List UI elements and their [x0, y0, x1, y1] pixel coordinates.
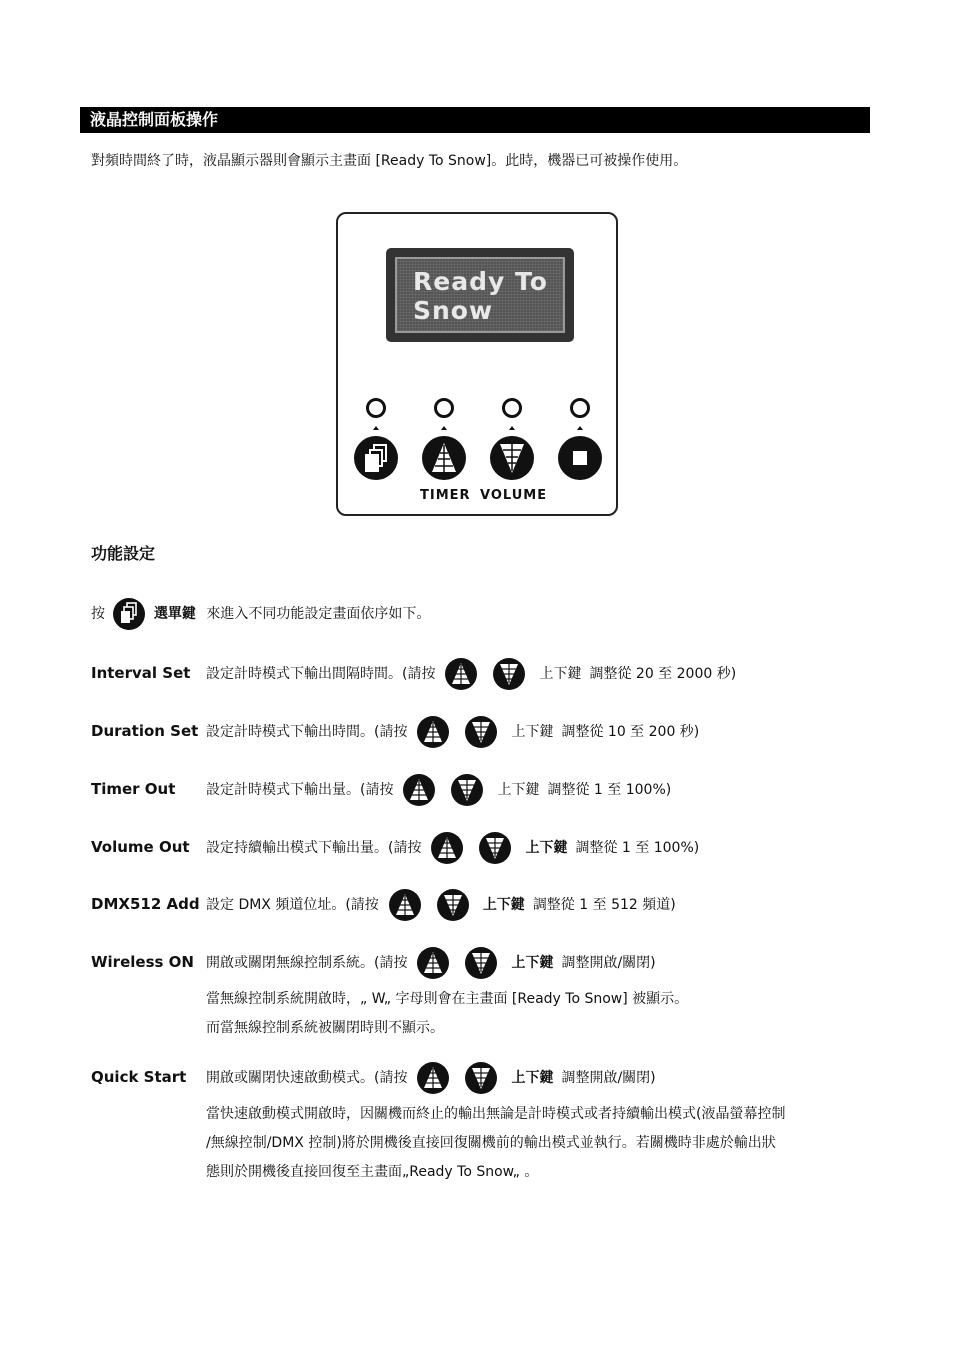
menu-prefix: 按	[91, 606, 105, 622]
down-key-icon	[465, 716, 497, 748]
led-indicator-up	[434, 398, 454, 418]
lcd-screen	[395, 257, 565, 333]
wireless-note-line: 而當無線控制系統被關閉時則不顯示。	[206, 1020, 444, 1036]
setting-description	[206, 1062, 656, 1094]
setting-label: Timer Out	[91, 780, 176, 798]
down-key-icon	[479, 832, 511, 864]
up-key-icon	[417, 716, 449, 748]
menu-key-icon	[113, 598, 145, 630]
up-key-icon	[403, 774, 435, 806]
led-pointer	[577, 426, 583, 430]
menu-key-name: 選單鍵	[153, 606, 196, 622]
updown-key-name: 上下鍵	[511, 1070, 554, 1086]
up-key-icon	[389, 889, 421, 921]
menu-suffix: 來進入不同功能設定畫面依序如下。	[206, 606, 431, 622]
down-key-icon	[493, 658, 525, 690]
updown-key-name: 上下鍵	[511, 724, 554, 740]
updown-key-name: 上下鍵	[525, 840, 568, 856]
setting-description	[206, 716, 699, 748]
enter-button[interactable]	[558, 436, 602, 480]
down-button[interactable]	[490, 436, 534, 480]
setting-range: 調整從 1 至 100%)	[547, 782, 672, 798]
led-pointer	[441, 426, 447, 430]
quick-start-note-line: /無線控制/DMX 控制)將於開機後直接回復關機前的輸出模式並執行。若關機時非處於輸出狀	[206, 1135, 776, 1151]
section-header: 液晶控制面板操作	[80, 107, 870, 133]
setting-label: DMX512 Add	[91, 895, 200, 913]
up-key-icon	[445, 658, 477, 690]
setting-label: Wireless ON	[91, 953, 194, 971]
lcd-line-1: Ready To	[413, 267, 548, 296]
volume-label: VOLUME	[480, 488, 548, 503]
arrow-up-icon	[422, 436, 466, 480]
quick-start-notes	[206, 1100, 785, 1187]
setting-description	[206, 889, 676, 921]
setting-range: 調整開啟/關閉)	[561, 1070, 656, 1086]
setting-label: Volume Out	[91, 838, 190, 856]
led-pointer	[509, 426, 515, 430]
setting-label: Quick Start	[91, 1068, 187, 1086]
function-settings-title: 功能設定	[91, 544, 156, 563]
setting-desc-text: 開啟或關閉無線控制系統。(請按	[206, 955, 408, 971]
setting-range: 調整從 1 至 100%)	[575, 840, 700, 856]
led-pointer	[373, 426, 379, 430]
arrow-down-icon	[490, 436, 534, 480]
square-stop-icon	[558, 436, 602, 480]
control-panel-illustration	[336, 212, 618, 516]
setting-desc-text: 設定計時模式下輸出量。(請按	[206, 782, 394, 798]
led-indicator-down	[502, 398, 522, 418]
lcd-line-2: Snow	[413, 296, 494, 325]
wireless-notes	[206, 985, 688, 1043]
setting-range: 調整從 1 至 512 頻道)	[532, 897, 676, 913]
down-key-icon	[437, 889, 469, 921]
menu-pages-icon	[354, 436, 398, 480]
setting-description	[206, 774, 671, 806]
setting-label: Duration Set	[91, 722, 199, 740]
setting-label: Interval Set	[91, 664, 191, 682]
setting-range: 調整從 20 至 2000 秒)	[589, 666, 737, 682]
setting-desc-text: 設定 DMX 頻道位址。(請按	[206, 897, 379, 913]
updown-key-name: 上下鍵	[539, 666, 582, 682]
setting-desc-text: 設定計時模式下輸出間隔時間。(請按	[206, 666, 436, 682]
quick-start-note-line: 態則於開機後直接回復至主畫面„Ready To Snow„ 。	[206, 1164, 539, 1180]
lcd-text	[413, 267, 563, 325]
setting-range: 調整開啟/關閉)	[561, 955, 656, 971]
quick-start-note-line: 當快速啟動模式開啟時，因關機而終止的輸出無論是計時模式或者持續輸出模式(液晶螢幕控制	[206, 1106, 786, 1122]
setting-description	[206, 658, 736, 690]
down-key-icon	[465, 947, 497, 979]
setting-desc-text: 開啟或關閉快速啟動模式。(請按	[206, 1070, 408, 1086]
up-button[interactable]	[422, 436, 466, 480]
down-key-icon	[465, 1062, 497, 1094]
menu-button[interactable]	[354, 436, 398, 480]
updown-key-name: 上下鍵	[497, 782, 540, 798]
updown-key-name: 上下鍵	[482, 897, 525, 913]
lcd-bezel	[386, 248, 574, 342]
setting-desc-text: 設定持續輸出模式下輸出量。(請按	[206, 840, 422, 856]
setting-range: 調整從 10 至 200 秒)	[561, 724, 700, 740]
up-key-icon	[417, 1062, 449, 1094]
down-key-icon	[451, 774, 483, 806]
setting-desc-text: 設定計時模式下輸出時間。(請按	[206, 724, 408, 740]
intro-paragraph: 對頻時間終了時，液晶顯示器則會顯示主畫面 [Ready To Snow]。此時，機器已可被操作使用。	[91, 153, 688, 169]
led-indicator-enter	[570, 398, 590, 418]
up-key-icon	[417, 947, 449, 979]
up-key-icon	[431, 832, 463, 864]
wireless-note-line: 當無線控制系統開啟時，„ W„ 字母則會在主畫面 [Ready To Snow] 被顯示。	[206, 991, 689, 1007]
led-indicator-menu	[366, 398, 386, 418]
setting-description	[206, 832, 699, 864]
menu-instruction	[91, 598, 430, 630]
timer-label: TIMER	[420, 488, 471, 503]
setting-description	[206, 947, 656, 979]
updown-key-name: 上下鍵	[511, 955, 554, 971]
